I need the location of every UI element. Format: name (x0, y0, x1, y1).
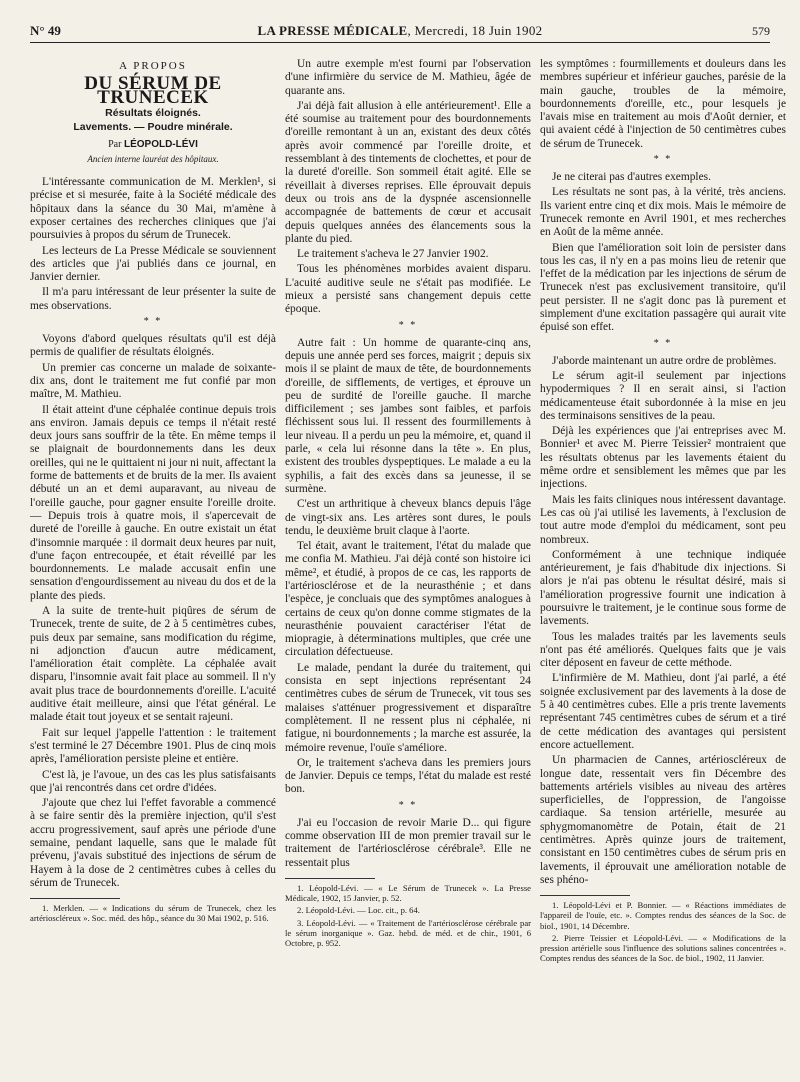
paragraph: Fait sur lequel j'appelle l'attention : le traitement s'est terminé le 27 Décembre 1901. Plus de cinq mois après, l'amélioration persiste pleine et entière. (30, 726, 276, 766)
footnote-rule (30, 898, 120, 899)
paragraph: Tous les phénomènes morbides avaient disparu. L'acuité auditive seule ne s'était pas modifiée. Le mieux a persisté sans changement depuis cette époque. (285, 263, 531, 316)
footnote: 3. Léopold-Lévi. — « Traitement de l'artériosclérose cérébrale par le sérum inorganique ». Gaz. hebd. de méd. et de chir., 1901, 6 Octobre, p. 952. (285, 917, 531, 948)
paragraph: L'intéressante communication de M. Merklen¹, si précise et si mesurée, faite à la Société médicale des hôpitaux dans la séance du 30 Mai, m'amène à exposer certaines des recherches cliniques que j'ai poursuivies à propos du sérum de Trunecek. (30, 176, 276, 242)
article-subtitle-1: Résultats éloignés. (105, 106, 201, 119)
byline-prefix: Par (108, 139, 122, 151)
page-number: 579 (752, 23, 770, 38)
paragraph: Le traitement s'acheva le 27 Janvier 1902. (297, 248, 489, 261)
paragraph: Un pharmacien de Cannes, artérioscléreux de longue date, ressentait vers fin Décembre des battements artériels visibles au niveau des artères superficielles, de l'oppression, de l'angoisse cardiaque. Sa tension artérielle, mesurée au sphygmomanomètre de Potain, était de 21 centimètres. Après quinze jours de traitement, consistant en 150 centimètres cubes de sérum pris en lavements, il éprouvait une amélioration notable de ses phéno- (540, 754, 786, 886)
paragraph: J'ai déjà fait allusion à elle antérieurement¹. Elle a été soumise au traitement pour des bourdonnements d'oreille remontant à un an, existant des deux côtés après avoir commencé par l'oreille droite, et ressemblant à des tintements de clochettes, et pour de la dureté d'oreille. Son sommeil était agité. Elle se réveillait à diverses reprises. Elle éprouvait depuis deux ou trois ans de la dyspnée ascensionnelle accompagnée de battements de cœur et accusait depuis quelques années des élancements sous la plante du pied. (285, 99, 531, 245)
paragraph: Tous les malades traités par les lavements seuls n'ont pas été améliorés. Quelques faits que je vais citer déposent en faveur de cette méthode. (540, 630, 786, 670)
paragraph: C'est là, je l'avoue, un des cas les plus satisfaisants que j'ai rencontrés dans cet ordre d'idées. (30, 768, 276, 794)
section-separator: * * (143, 316, 163, 328)
section-separator: * * (653, 154, 673, 166)
issue-number: N° 49 (30, 23, 61, 38)
column-1 (30, 58, 276, 926)
paragraph: Voyons d'abord quelques résultats qu'il est déjà permis de qualifier de résultats éloignés. (30, 333, 276, 359)
footnote: 1. Léopold-Lévi et P. Bonnier. — « Réactions immédiates de l'appareil de l'ouïe, etc. ». Comptes rendus des séances de la Soc. de biol., 1901, 14 Décembre. (540, 900, 786, 931)
paragraph: Tel était, avant le traitement, l'état du malade que me confia M. Mathieu. J'ai déjà conté son histoire ici même², et étudié, à propos de ce cas, les rapports de l'artériosclérose et de la neurasthénie ; et dans l'espèce, je concluais que des symptômes analogues à certains de ceux qu'on donne comme stigmates de la neurasthénie pouvaient caractériser l'état de miopragie, à déterminations multiples, que crée une circulation défectueuse. (285, 540, 531, 659)
paragraph: J'aborde maintenant un autre ordre de problèmes. (552, 354, 777, 367)
paragraph: Il était atteint d'une céphalée continue depuis trois ans environ. Jamais depuis ce temps il n'était resté deux jours sans souffrir de la tête. En même temps il se plaignait de bourdonnements dans les deux oreilles, qui ne le quittaient ni jour ni nuit, affectant la forme de battements et de bruits de la mer. Ils avaient débuté un an et demi auparavant, au niveau de l'oreille gauche, pour gagner ensuite l'oreille droite. — Depuis trois à quatre mois, il s'apercevait de dureté de l'oreille à gauche. En outre existait un état d'insomnie marquée : il dormait deux heures par nuit, d'une façon entrecoupée, et était réveillé par les bourdonnements. Le malade accusait enfin une sensation d'engourdissement au niveau du dos et de la plante des pieds. (30, 403, 276, 602)
paragraph: Les résultats ne sont pas, à la vérité, très anciens. Ils varient entre cinq et dix mois. Mais le mémoire de Trunecek remonte en Avril 1901, et mes recherches en Août de la même année. (540, 186, 786, 239)
paragraph: Un premier cas concerne un malade de soixante-dix ans, dont le traitement me fut confié par mon maître, M. Mathieu. (30, 361, 276, 401)
section-separator: * * (398, 799, 418, 811)
paragraph: Mais les faits cliniques nous intéressent davantage. Les cas où j'ai utilisé les lavements, à l'exclusion de tout autre mode d'emploi du médicament, sont peu nombreux. (540, 493, 786, 546)
paragraph: Les lecteurs de La Presse Médicale se souviennent des articles que j'ai publiés dans ce journal, en Janvier dernier. (30, 244, 276, 284)
footnote: 1. Merklen. — « Indications du sérum de Trunecek, chez les artérioscléreux ». Soc. méd. des hôp., séance du 30 Mai 1902, p. 516. (30, 903, 276, 924)
article-kicker: A PROPOS (119, 60, 187, 72)
paragraph: Le sérum agit-il seulement par injections hypodermiques ? Il en serait ainsi, si l'action médicamenteuse était subordonnée à la mise en jeu des terminaisons sensitives de la peau. (540, 369, 786, 422)
paragraph: les symptômes : fourmillements et douleurs dans les membres supérieur et inférieur gauches, parésie de la main gauche, troubles de la mémoire, bourdonnements d'oreille, etc., pour lesquels je l'avais mise en traitement au mois d'Août dernier, et qui avaient cédé à l'injection de 50 centimètres cubes de sérum de Trunecek. (540, 58, 786, 150)
issue-date: , Mercredi, 18 Juin 1902 (407, 23, 543, 38)
paragraph: Autre fait : Un homme de quarante-cinq ans, depuis une année perd ses forces, maigrit ; depuis six mois il se plaint de maux de tête, de bourdonnements d'oreille, de sifflements, de vertiges, et éprouve un peu de surdité de l'oreille gauche. Il marche difficilement ; ses jambes sont faibles, et parfois fléchissent sous lui. Il ressent des fourmillements à leur niveau. Il a perdu un peu la mémoire, et, quand il parle, « cela lui résonne dans la tête ». En plus, existent des troubles dyspeptiques. Le malade a eu la syphilis, a fait des excès dans sa jeunesse, il se surmène. (285, 336, 531, 495)
paragraph: A la suite de trente-huit piqûres de sérum de Trunecek, trente de suite, de 2 à 5 centimètres cubes, puis deux par semaine, sans modification du régime, ni adjonction d'aucun autre médicament, l'amélioration était complète. La céphalée avait disparu, l'insomnie avait fait place au sommeil. Il n'y avait plus trace de bourdonnements d'oreille. L'acuité auditive était meilleure, ainsi que l'état général. Le malade était tout joyeux et se sentait rajeuni. (30, 604, 276, 724)
column-3 (540, 58, 786, 965)
author-name: LÉOPOLD-LÉVI (123, 139, 198, 151)
footnote: 1. Léopold-Lévi. — « Le Sérum de Trunecek ». La Presse Médicale, 1902, 15 Janvier, p. 52. (285, 882, 531, 904)
paragraph: J'ai eu l'occasion de revoir Marie D... qui figure comme observation III de mon premier travail sur le traitement de l'artériosclérose cérébrale³. Elle ne ressentait plus (285, 816, 531, 869)
paragraph: Un autre exemple m'est fourni par l'observation d'une infirmière du service de M. Mathieu, âgée de quarante ans. (285, 58, 531, 97)
footnote: 2. Léopold-Lévi. — Loc. cit., p. 64. (297, 905, 420, 916)
footnote-rule (540, 895, 630, 896)
paragraph: L'infirmière de M. Mathieu, dont j'ai parlé, a été soignée exclusivement par des lavements à la dose de 5 à 40 centimètres cubes. Elle a pris trente lavements représentant 745 centimètres cubes de sérum et a tiré de cette médication des avantages qui persistent encore actuellement. (540, 672, 786, 751)
paragraph: J'ajoute que chez lui l'effet favorable a commencé à se faire sentir dès la première injection, qu'il s'est accru progressivement, sauf après une période d'une semaine, pendant laquelle, sans que le malade fût prévenu, j'avais substitué des injections de sérum de Hayem à la dose de 2 centimètres cubes à celles du sérum de Trunecek. (30, 797, 276, 889)
paragraph: Bien que l'amélioration soit loin de persister dans tous les cas, il n'y en a pas moins lieu de retenir que l'effet de la médication par les injections de sérum de Trunecek n'est pas exclusivement transitoire, qu'il peut persister. Il ne s'agit donc pas là purement et simplement d'une excitation passagère qui aurait vite épuisé son effet. (540, 241, 786, 334)
running-head (120, 23, 680, 39)
section-separator: * * (398, 319, 418, 331)
footnote: 2. Pierre Teissier et Léopold-Lévi. — « Modifications de la pression artérielle sous l'influence des solutions salines concentrées ». Comptes rendus des séances de la Soc. de biol., 1902, 11 Janvier. (540, 932, 786, 964)
paragraph: Déjà les expériences que j'ai entreprises avec M. Bonnier¹ et avec M. Pierre Teissier² montraient que les résultats obtenus par les lavements étaient du même ordre et sensiblement les mêmes que par les injections. (540, 425, 786, 491)
paragraph: Il m'a paru intéressant de leur présenter la suite de mes observations. (30, 286, 276, 312)
paragraph: Le malade, pendant la durée du traitement, qui consista en sept injections représentant 24 centimètres cubes de sérum de Trunecek, vit tous ses malaises s'atténuer progressivement et disparaître complètement. Il ne ressent plus ni céphalée, ni fatigue, ni bourdonnements ; la marche est assurée, la mémoire revenue, l'ouïe s'améliore. (285, 661, 531, 754)
paragraph: Conformément à une technique indiquée antérieurement, je fais d'habitude dix injections. Si alors je n'ai pas obtenu le résultat désiré, mais si l'amélioration progressive fournit une indication à poursuivre le traitement, je le continue sous forme de lavements. (540, 548, 786, 628)
section-separator: * * (653, 337, 673, 349)
paragraph: Or, le traitement s'acheva dans les premiers jours de Janvier. Depuis ce temps, l'état du malade est resté bon. (285, 756, 531, 796)
article-heading (30, 60, 276, 166)
paragraph: Je ne citerai pas d'autres exemples. (552, 171, 711, 184)
paragraph: C'est un arthritique à cheveux blancs depuis l'âge de vingt-six ans. Les artères sont dures, le pouls tendu, le deuxième bruit claque à l'aorte. (285, 498, 531, 537)
page-header (30, 20, 770, 43)
byline (30, 138, 276, 151)
journal-name: LA PRESSE MÉDICALE (257, 23, 408, 38)
footnote-rule (285, 878, 375, 879)
column-2 (285, 58, 531, 950)
article-title: DU SÉRUM DE TRUNECEK (84, 73, 222, 108)
article-subtitle-2: Lavements. — Poudre minérale. (73, 121, 233, 134)
author-role: Ancien interne lauréat des hôpitaux. (87, 153, 219, 164)
